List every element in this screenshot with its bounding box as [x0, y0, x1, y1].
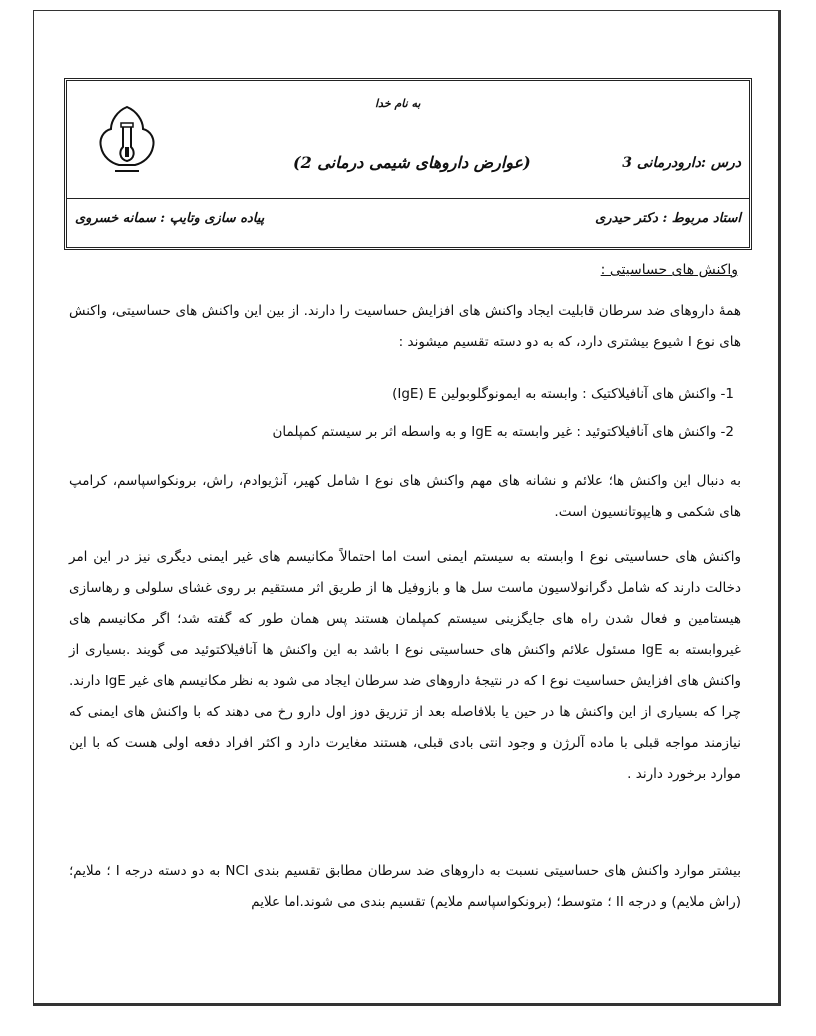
- paragraph-intro: همهٔ داروهای ضد سرطان قابلیت ایجاد واکنش های افزایش حساسیت را دارند. از بین این واکنش های حساسیتی، واکنش های نوع I شیوع بیشتری دارد، که به دو دسته تقسیم میشوند :: [69, 303, 741, 350]
- paragraph-mechanism: واکنش های حساسیتی نوع I وابسته به سیستم ایمنی است اما احتمالاً مکانیسم های غیر ایمنی دیگری نیز در این امر دخالت دارند که شامل دگرانولاسیون ماست سل ها و بازوفیل ها از طریق اثر مستقیم بر روی غشای سلولی و رهاسازی هیستامین و فعال شدن راه های جایگزینی سیستم کمپلمان هستند پس همان طور که گفته شد؛ اگر مکانیسم های غیروابسته به IgE مسئول علائم واکنش های حساسیتی نوع I باشد به این واکنش ها آنافیلاکتوئید می گویند .بسیاری از واکنش های افزایش حساسیت نوع I که در نتیجهٔ داروهای ضد سرطان ایجاد می شود به نظر مکانیسم های غیر IgE دارند. چرا که بسیاری از این واکنش ها در حین یا بلافاصله بعد از تزریق دوز اول دارو رخ می دهند که با واکنش های ایمنی که نیازمند مواجه قبلی با ماده آلرژن و وجود انتی بادی قبلی، هستند مغایرت دارد و اکثر افراد دفعه اولی هست که با این موارد برخورد دارند .: [69, 549, 741, 782]
- header-box: [64, 78, 752, 250]
- lesson-title: (عوارض داروهای شیمی درمانی 2): [293, 153, 531, 172]
- typist-name: پیاده سازی وتایپ : سمانه خسروی: [75, 211, 265, 226]
- course-name: درس :دارودرمانی 3: [622, 155, 741, 171]
- bismillah: به نام خدا: [375, 97, 421, 110]
- paragraph-symptoms: به دنبال این واکنش ها؛ علائم و نشانه های مهم واکنش های نوع I شامل کهیر، آنژیوادم، راش، برونکواسپاسم، کرامپ های شکمی و هایپوتانسیون است.: [69, 473, 741, 520]
- university-emblem-icon: [97, 101, 157, 179]
- list-item-anaphylactoid: 2- واکنش های آنافیلاکتوئید : غیر وابسته به IgE و به واسطه اثر بر سیستم کمپلمان: [272, 424, 734, 440]
- paragraph-classification: بیشتر موارد واکنش های حساسیتی نسبت به داروهای ضد سرطان مطابق تقسیم بندی NCI به دو دسته درجه I ؛ ملایم؛ (راش ملایم) و درجه II ؛ متوسط؛ (برونکواسپاسم ملایم) تقسیم بندی می شوند.اما علایم: [69, 863, 742, 910]
- instructor-name: استاد مربوط : دکتر حیدری: [595, 211, 741, 226]
- list-item-anaphylactic: 1- واکنش های آنافیلاکتیک : وابسته به ایمونوگلوبولین IgE) E): [392, 386, 734, 402]
- header-divider: [67, 198, 749, 199]
- section-title: واکنش های حساسیتی :: [600, 262, 738, 278]
